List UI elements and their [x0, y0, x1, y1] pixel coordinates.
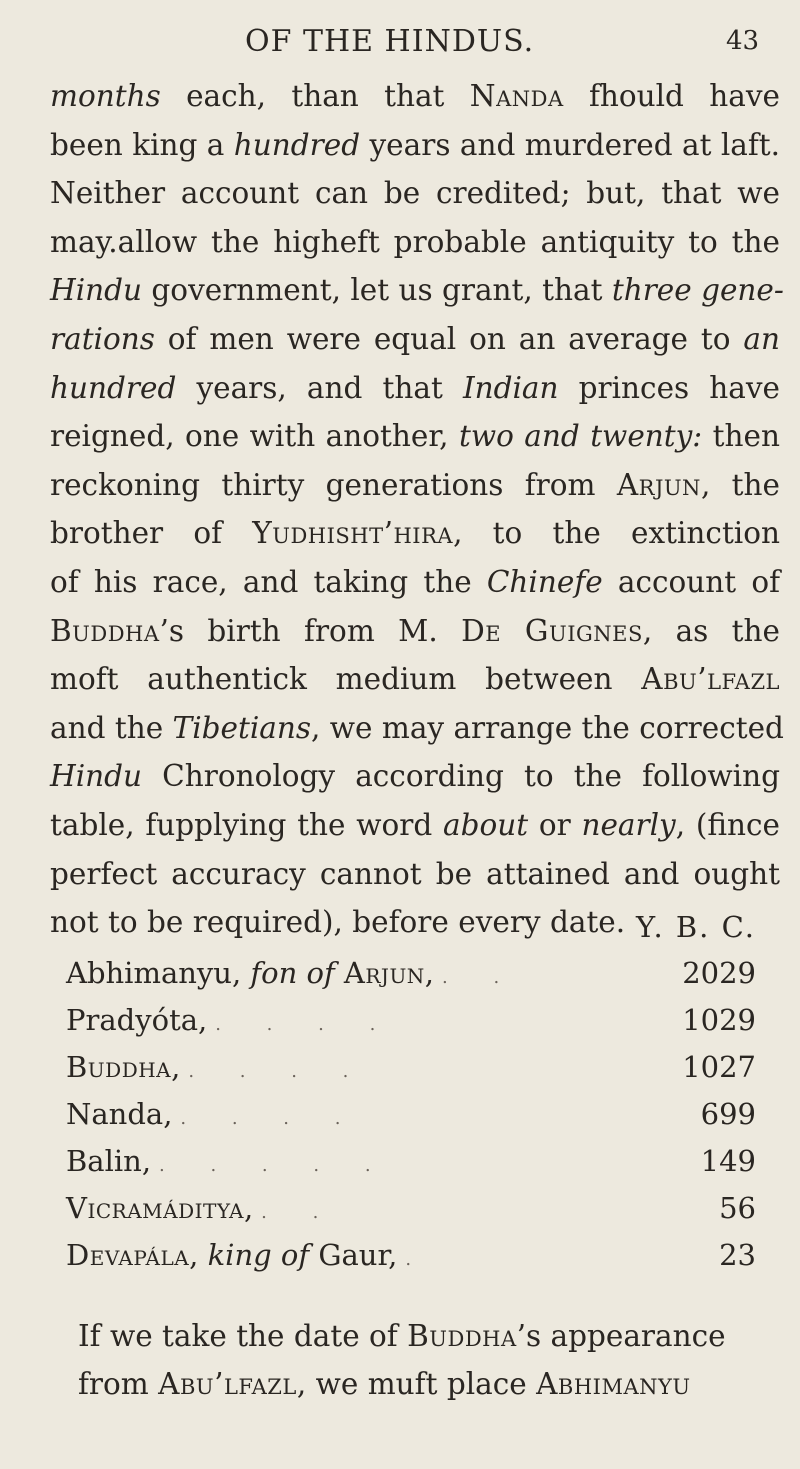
text-run: perfect accuracy cannot be attained and ought [50, 856, 780, 891]
text-run: not to be required), before every date. [50, 905, 626, 940]
table-row [66, 1144, 756, 1191]
text-run: , as the [642, 613, 780, 648]
text-run: two and twenty: [459, 419, 703, 454]
text-run: Abhimanyu, [66, 956, 251, 990]
text-run: Tibetians [172, 710, 312, 745]
text-run: Buddha [407, 1319, 517, 1353]
table-row [66, 1191, 756, 1238]
text-run: Chinefe [486, 564, 603, 599]
text-run: Neither account can be credited; but, that we [50, 176, 780, 211]
ruler-name [66, 1050, 180, 1084]
text-run: Devapála [66, 1238, 190, 1272]
text-line [50, 169, 780, 218]
text-line [50, 72, 780, 121]
text-line [50, 412, 780, 461]
running-title: OF THE HINDUS. [245, 24, 535, 59]
text-run: moft authentick medium between [50, 662, 642, 697]
text-run: Arjun [616, 467, 701, 502]
year-value: 149 [700, 1144, 756, 1178]
text-run: years, and that [176, 370, 463, 405]
table-row [66, 1097, 756, 1144]
ruler-name [66, 1191, 253, 1225]
text-run: Hindu [50, 273, 143, 308]
text-run: Nanda, [66, 1097, 173, 1131]
text-run: table, fupplying the word [50, 807, 443, 842]
text-run: reckoning thirty generations from [50, 467, 617, 502]
page-number: 43 [726, 26, 760, 56]
leader-dots: . [405, 1249, 432, 1270]
text-run: Indian [462, 370, 559, 405]
text-run: hundred [233, 127, 361, 162]
text-run: princes have [558, 370, 780, 405]
year-value: 23 [719, 1238, 756, 1272]
text-run: reigned, one with another, [50, 419, 459, 454]
text-line [78, 1312, 778, 1360]
text-run: nearly [581, 807, 676, 842]
text-run: rations [50, 321, 155, 356]
text-run: , we muft place [296, 1367, 537, 1401]
text-line [50, 704, 784, 753]
text-line [50, 266, 784, 315]
text-run: Vicramáditya [66, 1191, 244, 1225]
leader-dots: . . . . [180, 1108, 361, 1129]
text-run [272, 1238, 281, 1272]
text-run: of his race, and taking the [50, 564, 487, 599]
ruler-name [66, 1238, 397, 1272]
closing-paragraph [78, 1312, 778, 1408]
text-run: about [443, 807, 529, 842]
text-run: years and murdered at laft. [360, 127, 780, 162]
ruler-name [66, 956, 434, 990]
text-line [50, 655, 780, 704]
body-paragraph [50, 72, 784, 947]
year-value: 56 [719, 1191, 756, 1225]
leader-dots: . . . . . [159, 1155, 391, 1176]
text-run: Abu’lfazl [641, 662, 780, 697]
text-line [50, 509, 780, 558]
table-row [66, 1003, 756, 1050]
table-row [66, 956, 756, 1003]
text-run: of men were equal on an average to [154, 321, 744, 356]
year-value: 1029 [682, 1003, 756, 1037]
text-line [50, 607, 780, 656]
table-row [66, 1238, 756, 1285]
text-line [50, 850, 780, 899]
text-line [50, 218, 780, 267]
text-run: king [207, 1238, 272, 1272]
text-line [50, 315, 780, 364]
text-run: Balin, [66, 1144, 152, 1178]
text-run: government, let us grant, that [142, 273, 612, 308]
text-run: , to the extinction [453, 516, 780, 551]
text-run: then [702, 419, 780, 454]
text-line [50, 364, 780, 413]
text-run: , [189, 1238, 208, 1272]
text-run: Yudhisht’hira [252, 516, 454, 551]
year-value: 2029 [682, 956, 756, 990]
year-value: 699 [700, 1097, 756, 1131]
text-run: , [171, 1050, 181, 1084]
text-run: may.allow the higheft probable antiquity to the [50, 224, 780, 259]
text-run: Buddha [66, 1050, 172, 1084]
text-run: brother of [50, 516, 253, 551]
text-run: from [78, 1367, 159, 1401]
text-run: Pradyóta, [66, 1003, 208, 1037]
text-run: Arjun [343, 956, 425, 990]
text-line [50, 461, 780, 510]
text-run: fhould have [563, 79, 780, 113]
text-run: ’s appearance [516, 1319, 726, 1353]
page-header [0, 24, 800, 64]
column-header-ybc: Y. B. C. [636, 910, 756, 944]
text-run: fon of [250, 956, 335, 990]
text-run: ’s birth from M. [159, 613, 462, 648]
leader-dots: . . [442, 967, 520, 988]
text-run: , [243, 1191, 254, 1225]
ruler-name [66, 1003, 207, 1037]
text-run: three gene- [611, 273, 784, 308]
text-run: Buddha [50, 613, 160, 648]
text-line [50, 558, 780, 607]
text-run: If we take the date of [78, 1319, 408, 1353]
text-run: hundred [50, 370, 177, 405]
leader-dots: . . . . [215, 1014, 396, 1035]
text-run: and the [50, 710, 173, 745]
text-run: each, than that [160, 79, 470, 113]
text-line [78, 1360, 778, 1408]
text-run: De Guignes [461, 613, 643, 648]
text-run: , (fince [675, 807, 780, 842]
leader-dots: . . [261, 1202, 339, 1223]
text-run: or [528, 807, 582, 842]
text-run: , the [700, 467, 780, 502]
text-run: an [743, 321, 780, 356]
text-run: Chronology according to the following [142, 759, 780, 794]
text-line [50, 752, 780, 801]
year-value: 1027 [682, 1050, 756, 1084]
text-run: Hindu [50, 759, 143, 794]
text-run: Nanda [469, 79, 564, 113]
text-run: Gaur, [309, 1238, 398, 1272]
text-run: Abhimanyu [536, 1367, 691, 1401]
text-line [50, 801, 780, 850]
text-run: months [50, 79, 161, 113]
chronology-table [66, 910, 756, 1285]
text-run: account of [602, 564, 781, 599]
ruler-name [66, 1097, 172, 1131]
text-run [335, 956, 344, 990]
leader-dots: . . . . [188, 1061, 369, 1082]
text-line [50, 121, 780, 170]
text-run: , we may arrange the corrected [311, 710, 784, 745]
text-run: been king a [50, 127, 234, 162]
table-row [66, 1050, 756, 1097]
text-run: Abu’lfazl [158, 1367, 297, 1401]
text-run: of [280, 1238, 310, 1272]
ruler-name [66, 1144, 151, 1178]
text-run: , [424, 956, 435, 990]
